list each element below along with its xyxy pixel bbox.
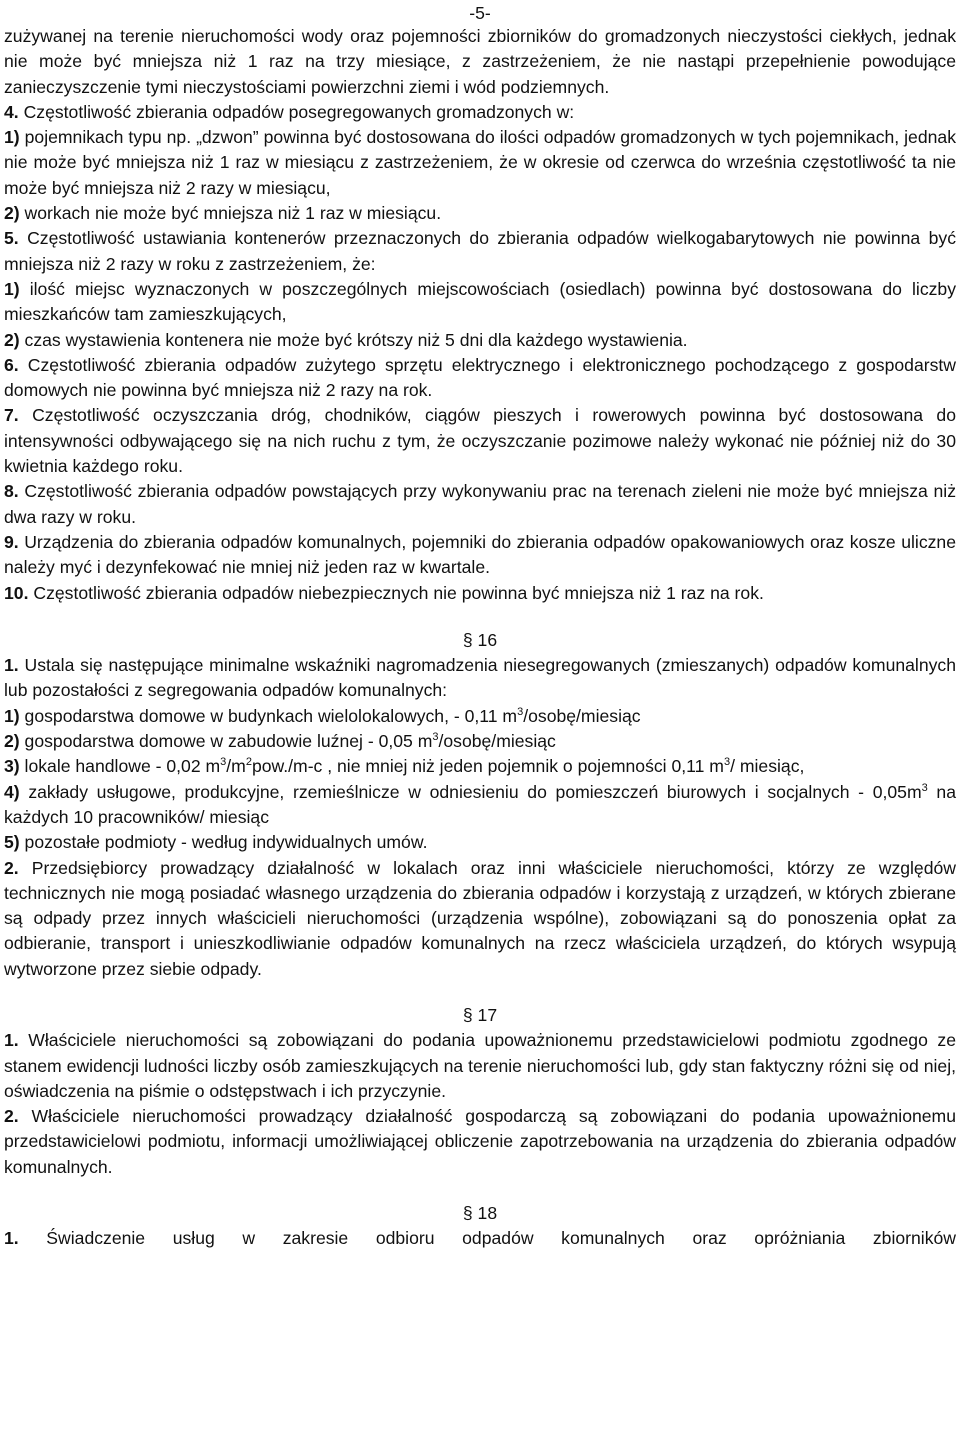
item-number: 2) — [4, 731, 20, 752]
paragraph-text: Częstotliwość ustawiania kontenerów przeznaczonych do zbierania odpadów wielkogabarytowych nie powinna być mniejsza niż 2 razy w roku z zastrzeżeniem, że: — [4, 228, 956, 274]
superscript: 3 — [723, 756, 731, 769]
paragraph-text: Częstotliwość zbierania odpadów zużytego sprzętu elektrycznego i elektronicznego pochodzącego z gospodarstw domowych nie powinna być mniejsza niż 2 razy na rok. — [4, 354, 956, 401]
item-text: /osobę/miesiąc — [438, 731, 556, 752]
list-item — [4, 830, 956, 855]
item-text: gospodarstwa domowe w zabudowie luźnej - 0,05 m — [19, 731, 433, 752]
superscript: 3 — [220, 756, 227, 769]
list-item — [4, 780, 956, 831]
item-number: 1. — [4, 1030, 19, 1051]
paragraph-text: Częstotliwość oczyszczania dróg, chodników, ciągów pieszych i rowerowych powinna być dostosowana do intensywności odbywającego się na nich ruchu z tym, że oczyszczanie pozimowe należy wykonać nie później niż do 30 kwietnia każdego roku. — [4, 405, 956, 477]
item-number: 2) — [4, 329, 20, 350]
paragraph-text: Częstotliwość zbierania odpadów posegregowanych gromadzonych w: — [18, 101, 575, 122]
item-number: 2. — [4, 857, 19, 878]
paragraph — [4, 479, 956, 530]
section-heading-17: § 17 — [462, 1004, 498, 1025]
paragraph — [4, 1226, 956, 1251]
item-text: /m — [226, 756, 246, 777]
page-number: -5- — [469, 3, 491, 23]
item-text: pozostałe podmioty - według indywidualnych umów. — [19, 832, 428, 853]
section-heading-16: § 16 — [462, 629, 498, 650]
list-item — [4, 704, 956, 729]
paragraph — [4, 100, 956, 125]
paragraph-text: zużywanej na terenie nieruchomości wody oraz pojemności zbiorników do gromadzonych nieczystości ciekłych, jednak nie może być mniejsza niż 1 raz na trzy miesiące, z zastrzeżeniem, że nie nastąpi przepełnienie powodujące zanieczyszczenie tymi nieczystościami powierzchni ziemi i wód podziemnych. — [4, 26, 956, 97]
item-number: 4. — [4, 101, 19, 122]
paragraph — [4, 24, 956, 100]
item-number: 1. — [4, 655, 19, 676]
item-number: 3) — [4, 756, 20, 777]
paragraph — [4, 653, 956, 704]
document-body — [4, 24, 956, 1252]
paragraph-text: Ustala się następujące minimalne wskaźniki nagromadzenia niesegregowanych (zmieszanych) odpadów komunalnych lub pozostałości z segregowania odpadów komunalnych: — [4, 655, 956, 701]
paragraph — [4, 403, 956, 479]
paragraph — [4, 328, 956, 353]
superscript: 2 — [245, 756, 252, 769]
paragraph-text: Częstotliwość zbierania odpadów powstających przy wykonywaniu prac na terenach zieleni nie może być mniejsza niż dwa razy w roku. — [4, 481, 956, 527]
paragraph-text: Przedsiębiorcy prowadzący działalność w lokalach oraz inni właściciele nieruchomości, którzy ze względów technicznych nie mogą posiadać własnego urządzenia do zbierania odpadów i korzystają z urządzeń, w których zbierane są odpady przez innych właścicieli nieruchomości (urządzenia wspólne), zobowiązani są do ponoszenia opłat za odbieranie, transport i unieszkodliwianie odpadów komunalnych na rzecz właściciela urządzeń, do których wsypują wytworzone przez siebie odpady. — [4, 857, 956, 979]
list-item — [4, 729, 956, 754]
item-text: /osobę/miesiąc — [523, 705, 641, 726]
superscript: 3 — [921, 781, 928, 794]
section-heading-18: § 18 — [462, 1203, 498, 1224]
paragraph-text: Urządzenia do zbierania odpadów komunalnych, pojemniki do zbierania odpadów opakowaniowych oraz kosze uliczne należy myć i dezynfekować nie mniej niż jeden raz w kwartale. — [4, 531, 956, 578]
paragraph — [4, 226, 956, 277]
paragraph — [4, 581, 956, 606]
paragraph-text: Właściciele nieruchomości prowadzący działalność gospodarczą są zobowiązani do podania upoważnionemu przedstawicielowi podmiotu, informacji umożliwiającej obliczenie zapotrzebowania na urządzenia do zbierania odpadów komunalnych. — [4, 1106, 956, 1177]
paragraph-text: czas wystawienia kontenera nie może być krótszy niż 5 dni dla każdego wystawienia. — [19, 329, 688, 350]
paragraph — [4, 1028, 956, 1104]
paragraph — [4, 125, 956, 201]
paragraph-text: workach nie może być mniejsza niż 1 raz w miesiącu. — [19, 203, 442, 224]
paragraph-text: Właściciele nieruchomości są zobowiązani do podania upoważnionemu przedstawicielowi podmiotu zgodnego ze stanem ewidencji ludności liczby osób zamieszkujących na terenie nieruchomości lub, gdy stan faktyczny różni się od niej, oświadczenia na piśmie o odstępstwach i ich przyczynie. — [4, 1030, 956, 1101]
item-text: lokale handlowe - 0,02 m — [19, 756, 221, 777]
item-number: 1) — [4, 705, 20, 726]
superscript: 3 — [432, 731, 439, 744]
paragraph — [4, 201, 956, 226]
item-text: gospodarstwa domowe w budynkach wielolokalowych, - 0,11 m — [19, 705, 518, 726]
paragraph-text: pojemnikach typu np. „dzwon” powinna być dostosowana do ilości odpadów gromadzonych w tych pojemnikach, jednak nie może być mniejsza niż 1 raz w miesiącu z zastrzeżeniem, że w okresie od czerwca do września częstotliwość ta nie może być mniejsza niż 2 razy w miesiącu, — [4, 127, 956, 198]
paragraph-text: Częstotliwość zbierania odpadów niebezpiecznych nie powinna być mniejsza niż 1 raz na rok. — [28, 582, 764, 603]
item-number: 10. — [4, 582, 29, 603]
paragraph — [4, 277, 956, 328]
item-text: na każdych 10 pracowników/ miesiąc — [4, 781, 956, 827]
item-text: pow./m-c , nie mniej niż jeden pojemnik o pojemności 0,11 m — [251, 756, 724, 777]
item-number: 2. — [4, 1106, 19, 1127]
item-number: 8. — [4, 481, 19, 502]
list-item — [4, 754, 956, 779]
item-number: 9. — [4, 531, 19, 552]
paragraph-text: ilość miejsc wyznaczonych w poszczególnych miejscowościach (osiedlach) powinna być dostosowana do liczby mieszkańców tam zamieszkujących, — [4, 278, 956, 325]
item-number: 1. — [4, 1228, 19, 1249]
item-number: 5. — [4, 228, 19, 249]
paragraph — [4, 856, 956, 982]
item-number: 2) — [4, 203, 20, 224]
paragraph — [4, 530, 956, 581]
item-number: 5) — [4, 832, 20, 853]
item-text: / miesiąc, — [730, 756, 805, 777]
superscript: 3 — [517, 705, 524, 718]
item-text: zakłady usługowe, produkcyjne, rzemieślnicze w odniesieniu do pomieszczeń biurowych i socjalnych - 0,05m — [19, 781, 922, 802]
paragraph-text: Świadczenie usług w zakresie odbioru odpadów komunalnych oraz opróżniania zbiorników — [18, 1228, 956, 1249]
paragraph — [4, 1104, 956, 1180]
paragraph — [4, 353, 956, 404]
item-number: 1) — [4, 127, 20, 148]
item-number: 1) — [4, 278, 20, 299]
item-number: 7. — [4, 405, 19, 426]
item-number: 6. — [4, 354, 19, 375]
item-number: 4) — [4, 781, 20, 802]
